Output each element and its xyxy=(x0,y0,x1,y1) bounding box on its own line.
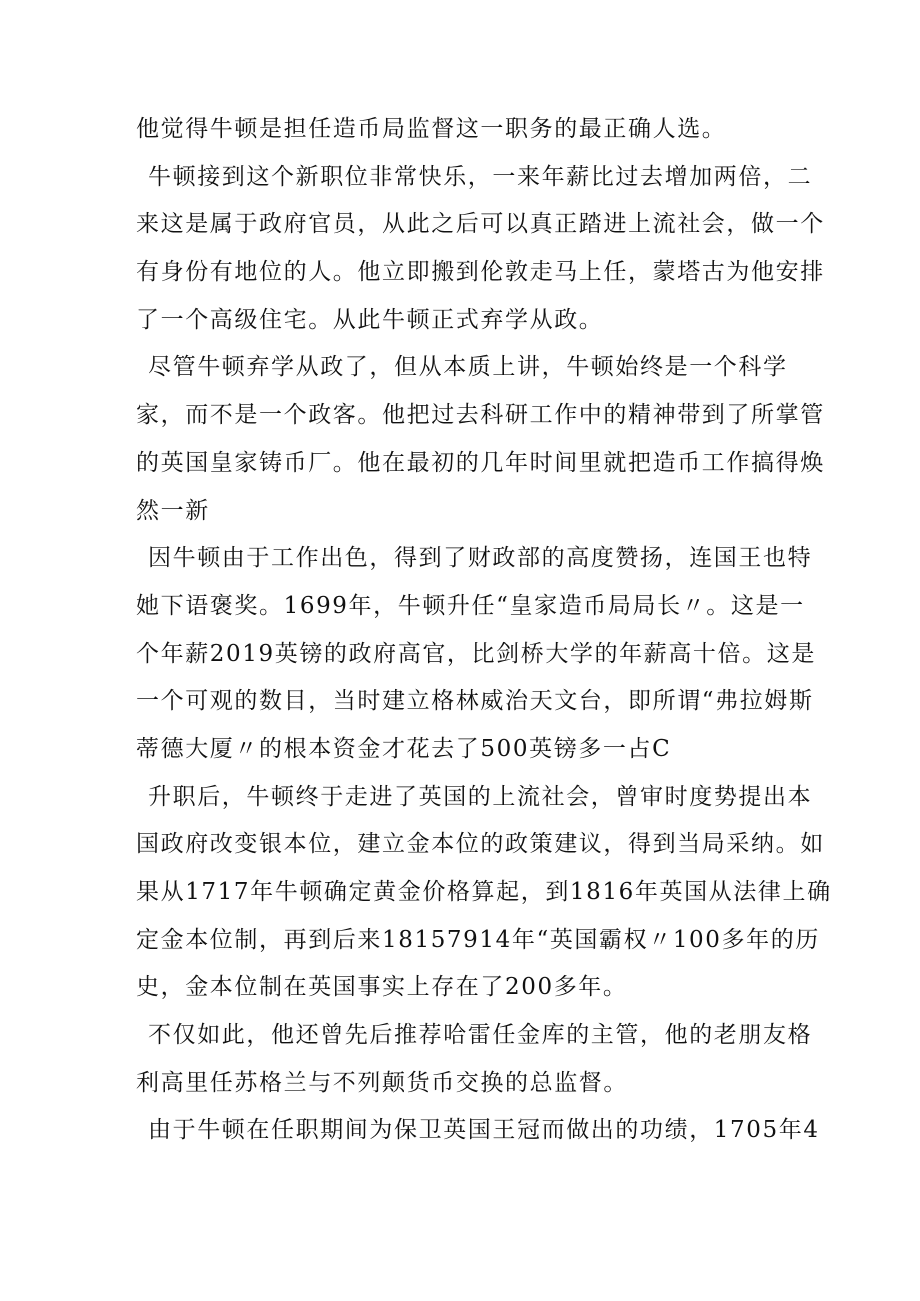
text-line: 果从1717年牛顿确定黄金价格算起，到1816年英国从法律上确 xyxy=(136,879,832,905)
text-line: 的英国皇家铸币厂。他在最初的几年时间里就把造币工作搞得焕 xyxy=(136,449,825,476)
text-line: 家，而不是一个政客。他把过去科研工作中的精神带到了所掌管 xyxy=(136,402,825,429)
text-line: 不仅如此，他还曾先后推荐哈雷任金库的主管，他的老朋友格 xyxy=(148,1022,813,1049)
text-line: 升职后，牛顿终于走进了英国的上流社会，曾审时度势提出本 xyxy=(148,783,813,810)
text-line: 个年薪2019英镑的政府高官，比剑桥大学的年薪高十倍。这是 xyxy=(136,640,816,667)
text-line: 来这是属于政府官员，从此之后可以真正踏进上流社会，做一个 xyxy=(136,211,825,238)
text-line: 尽管牛顿弃学从政了，但从本质上讲，牛顿始终是一个科学 xyxy=(148,354,788,381)
body-text xyxy=(136,106,832,1155)
text-line: 因牛顿由于工作出色，得到了财政部的高度赞扬，连国王也特 xyxy=(148,545,813,572)
text-line: 蒂德大厦〃的根本资金才花去了500英镑多一占C xyxy=(136,735,672,762)
text-line: 定金本位制，再到后来18157914年“英国霸权〃100多年的历 xyxy=(136,926,820,953)
text-line: 有身份有地位的人。他立即搬到伦敦走马上任，蒙塔古为他安排 xyxy=(136,259,825,286)
text-line: 了一个高级住宅。从此牛顿正式弃学从政。 xyxy=(136,306,604,333)
text-line: 国政府改变银本位，建立金本位的政策建议，得到当局采纳。如 xyxy=(136,831,825,858)
text-line: 他觉得牛顿是担任造币局监督这一职务的最正确人选。 xyxy=(136,116,727,142)
text-line: 牛顿接到这个新职位非常快乐，一来年薪比过去增加两倍，二 xyxy=(148,163,813,190)
text-line: 她下语褒奖。1699年，牛顿升任“皇家造币局局长〃。这是一 xyxy=(136,592,805,619)
text-line: 史，金本位制在英国事实上存在了200多年。 xyxy=(136,974,628,1001)
text-line: 一个可观的数目，当时建立格林威治天文台，即所谓“弗拉姆斯 xyxy=(136,688,814,715)
text-line: 由于牛顿在任职期间为保卫英国王冠而做出的功绩，1705年4 xyxy=(148,1117,820,1144)
text-line: 然一新 xyxy=(136,497,210,524)
text-line: 利高里任苏格兰与不列颠货币交换的总监督。 xyxy=(136,1069,628,1096)
